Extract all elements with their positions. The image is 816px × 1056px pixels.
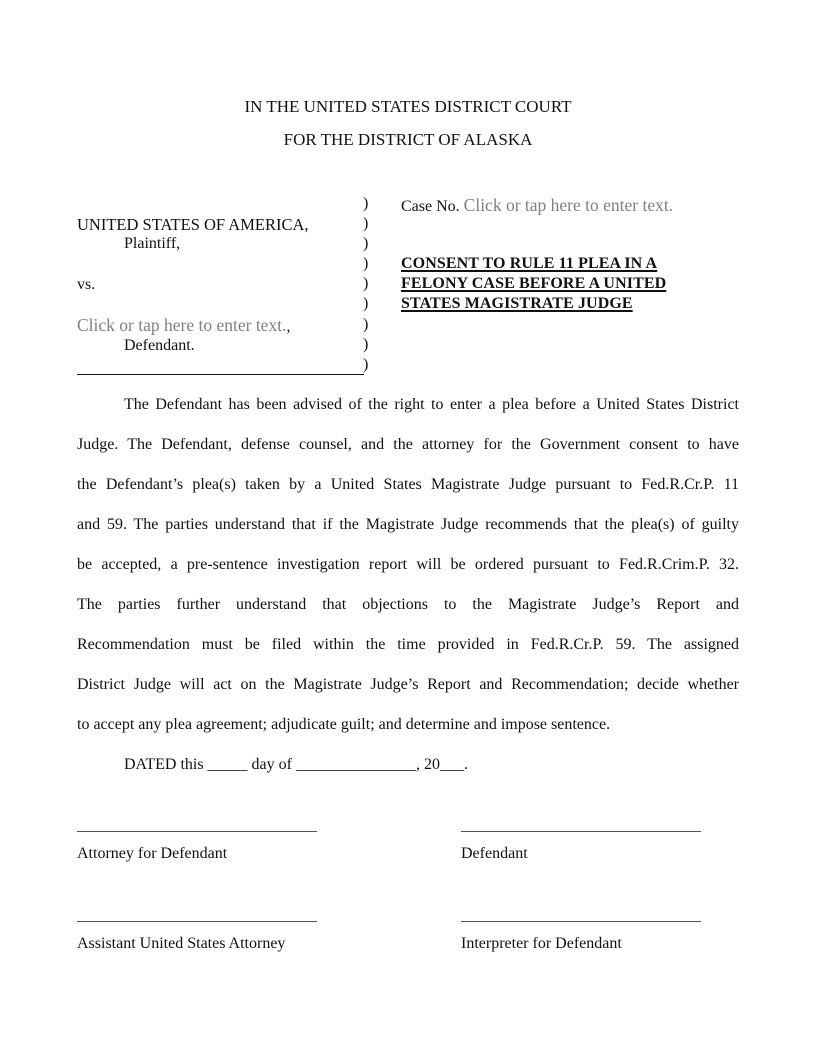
body-line: to accept any plea agreement; adjudicate guilt; and determine and impose sentence. [77,716,611,733]
caption-paren: ) [363,215,369,232]
signature-line-interpreter[interactable] [461,921,701,922]
defendant-name-placeholder[interactable]: Click or tap here to enter text. [77,315,287,335]
caption-paren: ) [363,255,369,272]
document-title-line-2: FELONY CASE BEFORE A UNITED [401,275,667,292]
caption-paren: ) [363,295,369,312]
body-line: the Defendant’s plea(s) taken by a United States Magistrate Judge pursuant to Fed.R.Cr.P. 11 [77,476,739,493]
caption-divider-line [77,374,364,375]
body-line: and 59. The parties understand that if the Magistrate Judge recommends that the plea(s) of guilty [77,516,739,533]
court-heading-line-2: FOR THE DISTRICT OF ALASKA [283,130,533,149]
signature-label-assistant-us-attorney: Assistant United States Attorney [77,935,286,952]
case-number-field[interactable] [401,195,673,216]
signature-line-defendant[interactable] [461,831,701,832]
signature-label-interpreter: Interpreter for Defendant [461,935,622,952]
defendant-role: Defendant. [124,337,195,354]
signature-line-assistant-us-attorney[interactable] [77,921,317,922]
caption-paren: ) [363,316,369,333]
body-line: Recommendation must be filed within the time provided in Fed.R.Cr.P. 59. The assigned [77,636,739,653]
document-title-line-1: CONSENT TO RULE 11 PLEA IN A [401,255,658,272]
signature-label-attorney-for-defendant: Attorney for Defendant [77,845,228,862]
body-line: The Defendant has been advised of the right to enter a plea before a United States District [124,396,739,413]
plaintiff-role: Plaintiff, [124,235,181,252]
body-line: Judge. The Defendant, defense counsel, and the attorney for the Government consent to have [77,436,739,453]
document-title-line-3: STATES MAGISTRATE JUDGE [401,295,633,312]
plaintiff-name: UNITED STATES OF AMERICA, [77,215,309,234]
court-heading-line-1: IN THE UNITED STATES DISTRICT COURT [244,97,572,116]
dated-line[interactable]: DATED this _____ day of _______________, 20___. [124,756,468,773]
body-line: District Judge will act on the Magistrate Judge’s Report and Recommendation; decide whether [77,676,739,693]
caption-paren: ) [363,195,369,212]
defendant-name-field[interactable] [77,315,290,336]
signature-line-attorney-for-defendant[interactable] [77,831,317,832]
caption-paren: ) [363,235,369,252]
body-line: be accepted, a pre-sentence investigation report will be ordered pursuant to Fed.R.Crim.P. 32. [77,556,739,573]
case-number-placeholder[interactable]: Click or tap here to enter text. [463,195,674,215]
caption-paren: ) [363,336,369,353]
caption-paren: ) [363,356,369,373]
versus-label: vs. [77,276,96,293]
caption-paren: ) [363,275,369,292]
case-number-label: Case No. [401,198,460,215]
defendant-name-comma: , [286,318,291,335]
signature-label-defendant: Defendant [461,845,528,862]
body-line: The parties further understand that objections to the Magistrate Judge’s Report and [77,596,739,613]
